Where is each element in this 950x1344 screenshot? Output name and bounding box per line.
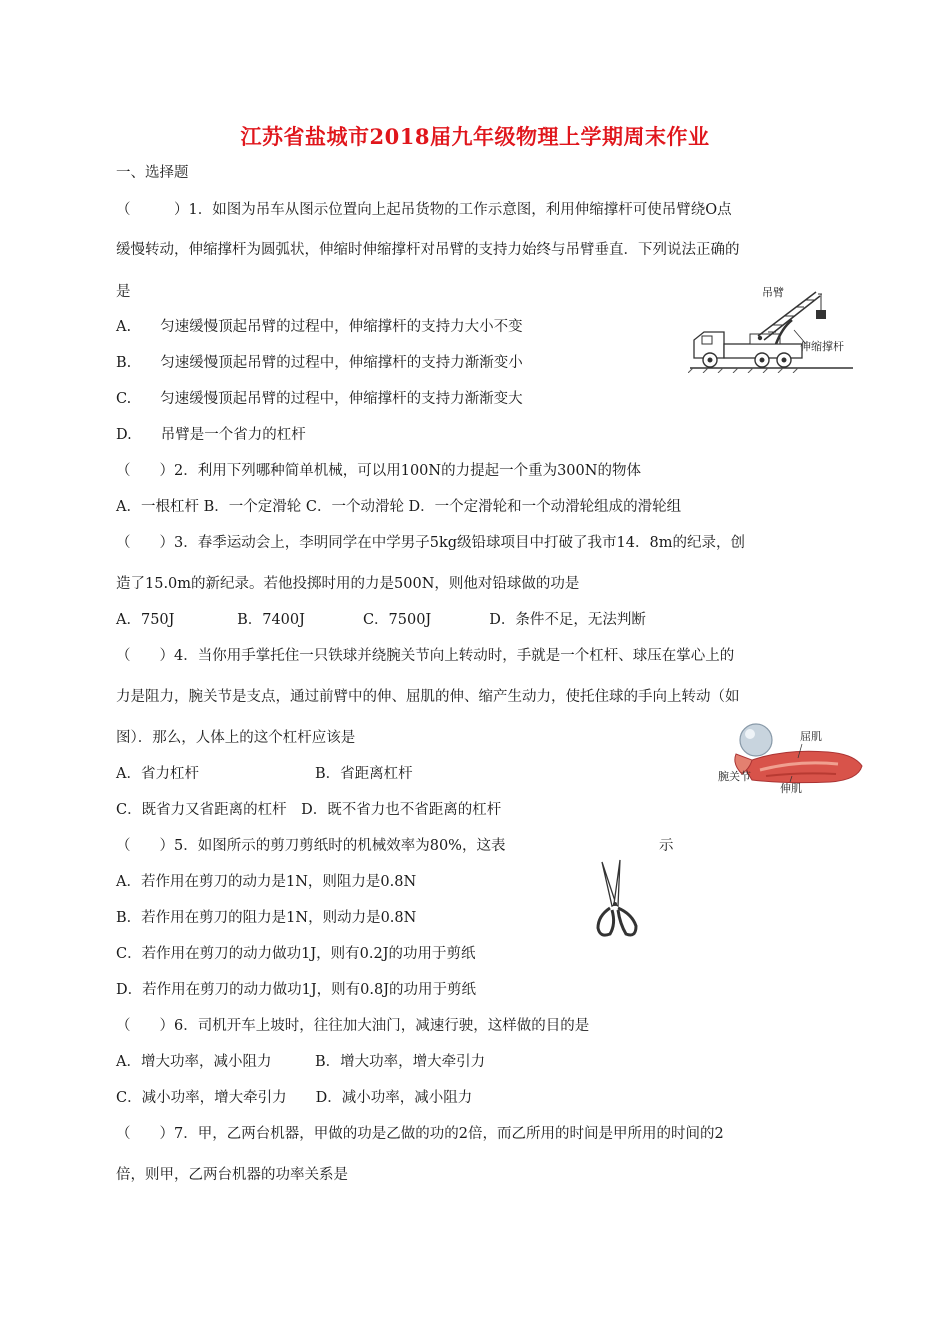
q5-option-d: D．若作用在剪刀的动力做功1J，则有0.8J的功用于剪纸: [116, 982, 477, 998]
q7-stem-line2: 倍，则甲，乙两台机器的功率关系是: [116, 1167, 348, 1183]
q4-stem-line2: 力是阻力，腕关节是支点，通过前臂中的伸、屈肌的伸、缩产生动力，使托住球的手向上转动（如: [116, 689, 740, 705]
q5-stem: （ ）5．如图所示的剪刀剪纸时的机械效率为80%，这表: [116, 838, 506, 854]
q1-stem-line1: （ ）1．如图为吊车从图示位置向上起吊货物的工作示意图，利用伸缩撑杆可使吊臂绕O点: [116, 202, 732, 218]
q2-stem: （ ）2．利用下列哪种简单机械，可以用100N的力提起一个重为300N的物体: [116, 463, 641, 479]
q1-option-a: A. 匀速缓慢顶起吊臂的过程中，伸缩撑杆的支持力大小不变: [116, 319, 523, 335]
arm-lever-figure: [718, 718, 868, 798]
fig-label-rod: 伸缩撑杆: [800, 340, 844, 353]
scissors-figure: [590, 858, 646, 940]
fig-label-wrist: 腕关节: [718, 770, 751, 783]
q3-options: A．750J B．7400J C．7500J D．条件不足，无法判断: [116, 612, 646, 628]
q4-stem-line1: （ ）4．当你用手掌托住一只铁球并绕腕关节向上转动时，手就是一个杠杆、球压在掌心上的: [116, 648, 735, 664]
q6-stem: （ ）6．司机开车上坡时，往往加大油门，减速行驶，这样做的目的是: [116, 1018, 590, 1034]
q3-stem-line2: 造了15.0m的新纪录。若他投掷时用的力是500N，则他对铅球做的功是: [116, 576, 580, 592]
q7-stem-line1: （ ）7．甲，乙两台机器，甲做的功是乙做的功的2倍，而乙所用的时间是甲所用的时间的2: [116, 1126, 724, 1142]
q5-stem-end: 示: [659, 838, 674, 854]
q5-option-a: A．若作用在剪刀的动力是1N，则阻力是0.8N: [116, 874, 417, 890]
q1-option-b: B. 匀速缓慢顶起吊臂的过程中，伸缩撑杆的支持力渐渐变小: [116, 355, 523, 371]
q1-stem-line2: 缓慢转动，伸缩撑杆为圆弧状，伸缩时伸缩撑杆对吊臂的支持力始终与吊臂垂直．下列说法正确的: [116, 242, 740, 258]
crane-truck-figure: [688, 278, 858, 373]
q1-stem-line3: 是: [116, 284, 131, 300]
q3-stem-line1: （ ）3．春季运动会上，李明同学在中学男子5kg级铅球项目中打破了我市14．8m的纪录，创: [116, 535, 745, 551]
q6-options-cd: C．减小功率，增大牵引力 D．减小功率，减小阻力: [116, 1090, 473, 1106]
q4-options-cd: C．既省力又省距离的杠杆 D．既不省力也不省距离的杠杆: [116, 802, 502, 818]
q5-option-c: C．若作用在剪刀的动力做功1J，则有0.2J的功用于剪纸: [116, 946, 476, 962]
q1-option-c: C. 匀速缓慢顶起吊臂的过程中，伸缩撑杆的支持力渐渐变大: [116, 391, 523, 407]
q4-options-ab: A．省力杠杆 B．省距离杠杆: [116, 766, 413, 782]
fig-label-flexor: 屈肌: [800, 730, 822, 743]
q6-options-ab: A．增大功率，减小阻力 B．增大功率，增大牵引力: [116, 1054, 486, 1070]
fig-label-arm: 吊臂: [762, 286, 784, 299]
q5-option-b: B．若作用在剪刀的阻力是1N，则动力是0.8N: [116, 910, 417, 926]
q4-stem-line3: 图）．那么，人体上的这个杠杆应该是: [116, 730, 356, 746]
q2-options: A．一根杠杆 B．一个定滑轮 C．一个动滑轮 D．一个定滑轮和一个动滑轮组成的滑轮组: [116, 499, 682, 515]
section-heading: 一、选择题: [116, 165, 189, 181]
document-title: 江苏省盐城市2018届九年级物理上学期周末作业: [240, 124, 710, 149]
fig-label-extensor: 伸肌: [780, 782, 802, 795]
q1-option-d: D. 吊臂是一个省力的杠杆: [116, 427, 306, 443]
